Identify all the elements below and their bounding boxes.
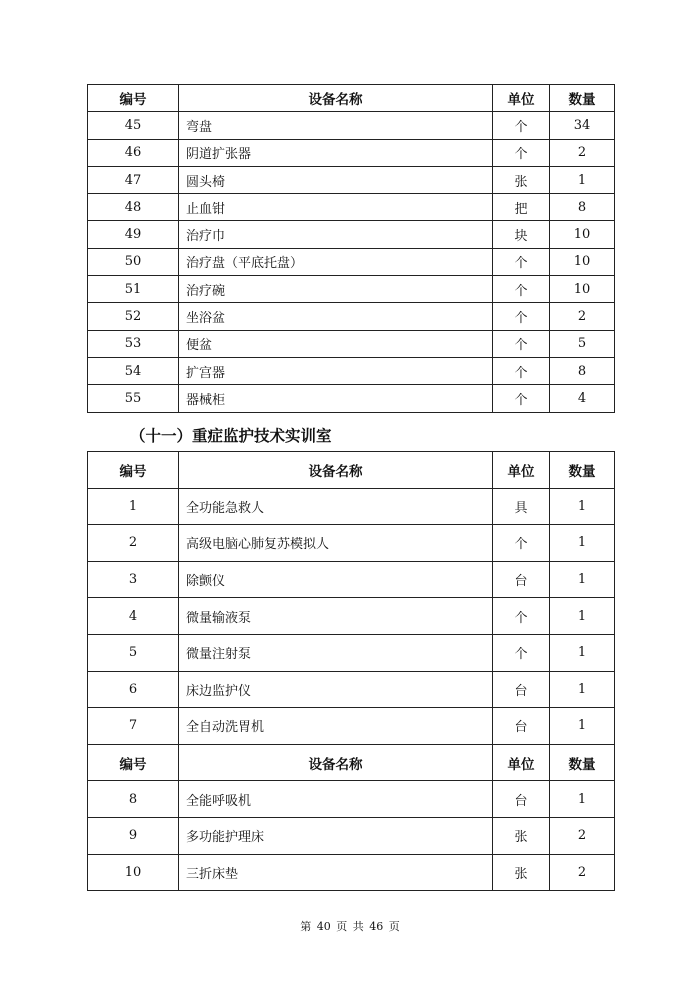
cell-equipment-name: 床边监护仪 (179, 671, 493, 708)
cell-number: 49 (88, 221, 179, 248)
cell-quantity: 2 (550, 303, 615, 330)
cell-quantity: 34 (550, 112, 615, 139)
table-row (88, 561, 615, 598)
header-no: 编号 (88, 85, 179, 112)
cell-unit: 个 (493, 330, 550, 357)
cell-quantity: 1 (550, 525, 615, 562)
cell-number: 2 (88, 525, 179, 562)
cell-equipment-name: 坐浴盆 (179, 303, 493, 330)
section-title: （十一）重症监护技术实训室 (130, 427, 332, 445)
cell-quantity: 1 (550, 166, 615, 193)
cell-unit: 把 (493, 194, 550, 221)
equipment-table-1 (87, 84, 615, 413)
header-qty: 数量 (550, 452, 615, 489)
cell-number: 50 (88, 248, 179, 275)
cell-quantity: 1 (550, 634, 615, 671)
cell-quantity: 8 (550, 194, 615, 221)
cell-quantity: 8 (550, 357, 615, 384)
page-footer (0, 918, 700, 934)
cell-number: 53 (88, 330, 179, 357)
table-row (88, 634, 615, 671)
cell-equipment-name: 高级电脑心肺复苏模拟人 (179, 525, 493, 562)
footer-page-number: 40 (316, 920, 331, 933)
cell-quantity: 1 (550, 708, 615, 745)
cell-number: 52 (88, 303, 179, 330)
cell-number: 47 (88, 166, 179, 193)
cell-equipment-name: 多功能护理床 (179, 817, 493, 854)
cell-number: 4 (88, 598, 179, 635)
header-no: 编号 (88, 744, 179, 781)
cell-unit: 张 (493, 854, 550, 891)
table-row (88, 330, 615, 357)
table-row (88, 194, 615, 221)
header-name: 设备名称 (179, 85, 493, 112)
table-row (88, 598, 615, 635)
cell-unit: 个 (493, 525, 550, 562)
cell-unit: 个 (493, 248, 550, 275)
table-row (88, 385, 615, 412)
header-qty: 数量 (550, 85, 615, 112)
table-row (88, 139, 615, 166)
header-unit: 单位 (493, 85, 550, 112)
cell-number: 46 (88, 139, 179, 166)
cell-equipment-name: 治疗巾 (179, 221, 493, 248)
cell-quantity: 2 (550, 139, 615, 166)
cell-equipment-name: 阴道扩张器 (179, 139, 493, 166)
header-name: 设备名称 (179, 452, 493, 489)
cell-quantity: 10 (550, 248, 615, 275)
cell-quantity: 1 (550, 598, 615, 635)
header-no: 编号 (88, 452, 179, 489)
cell-quantity: 10 (550, 276, 615, 303)
cell-number: 8 (88, 781, 179, 818)
table-row (88, 488, 615, 525)
table-row (88, 781, 615, 818)
header-unit: 单位 (493, 744, 550, 781)
cell-unit: 个 (493, 276, 550, 303)
cell-equipment-name: 微量输液泵 (179, 598, 493, 635)
table-row (88, 357, 615, 384)
cell-unit: 个 (493, 598, 550, 635)
table-row (88, 276, 615, 303)
cell-equipment-name: 治疗盘（平底托盘） (179, 248, 493, 275)
cell-equipment-name: 全能呼吸机 (179, 781, 493, 818)
cell-quantity: 10 (550, 221, 615, 248)
cell-equipment-name: 圆头椅 (179, 166, 493, 193)
cell-quantity: 1 (550, 781, 615, 818)
cell-quantity: 1 (550, 488, 615, 525)
header-name: 设备名称 (179, 744, 493, 781)
cell-unit: 张 (493, 817, 550, 854)
cell-unit: 台 (493, 708, 550, 745)
table-row (88, 112, 615, 139)
cell-quantity: 2 (550, 817, 615, 854)
cell-quantity: 5 (550, 330, 615, 357)
cell-number: 6 (88, 671, 179, 708)
footer-prefix: 第 (300, 920, 312, 933)
cell-number: 48 (88, 194, 179, 221)
table-header-row (88, 85, 615, 112)
table-row (88, 525, 615, 562)
cell-unit: 个 (493, 385, 550, 412)
cell-unit: 个 (493, 303, 550, 330)
cell-quantity: 1 (550, 561, 615, 598)
cell-unit: 个 (493, 634, 550, 671)
cell-equipment-name: 扩宫器 (179, 357, 493, 384)
cell-quantity: 2 (550, 854, 615, 891)
table-row (88, 854, 615, 891)
cell-equipment-name: 全功能急救人 (179, 488, 493, 525)
footer-total-pages: 46 (369, 920, 384, 933)
cell-equipment-name: 止血钳 (179, 194, 493, 221)
equipment-table-2 (87, 451, 615, 891)
cell-number: 5 (88, 634, 179, 671)
cell-unit: 个 (493, 357, 550, 384)
cell-equipment-name: 治疗碗 (179, 276, 493, 303)
header-unit: 单位 (493, 452, 550, 489)
cell-equipment-name: 三折床垫 (179, 854, 493, 891)
cell-equipment-name: 弯盘 (179, 112, 493, 139)
table-header-row (88, 744, 615, 781)
footer-page-word: 页 (336, 920, 348, 933)
cell-unit: 具 (493, 488, 550, 525)
table-row (88, 708, 615, 745)
cell-number: 3 (88, 561, 179, 598)
cell-unit: 台 (493, 561, 550, 598)
cell-number: 51 (88, 276, 179, 303)
cell-quantity: 4 (550, 385, 615, 412)
cell-equipment-name: 全自动洗胃机 (179, 708, 493, 745)
cell-unit: 台 (493, 671, 550, 708)
header-qty: 数量 (550, 744, 615, 781)
cell-unit: 张 (493, 166, 550, 193)
footer-total-word: 共 (352, 920, 364, 933)
table-row (88, 671, 615, 708)
table-row (88, 248, 615, 275)
cell-number: 7 (88, 708, 179, 745)
cell-unit: 个 (493, 112, 550, 139)
footer-suffix: 页 (388, 920, 400, 933)
cell-equipment-name: 器械柜 (179, 385, 493, 412)
table-row (88, 817, 615, 854)
table-row (88, 303, 615, 330)
table-header-row (88, 452, 615, 489)
cell-quantity: 1 (550, 671, 615, 708)
cell-number: 9 (88, 817, 179, 854)
cell-number: 10 (88, 854, 179, 891)
cell-equipment-name: 微量注射泵 (179, 634, 493, 671)
cell-unit: 台 (493, 781, 550, 818)
cell-number: 1 (88, 488, 179, 525)
cell-number: 55 (88, 385, 179, 412)
cell-unit: 块 (493, 221, 550, 248)
table-row (88, 221, 615, 248)
cell-number: 54 (88, 357, 179, 384)
table-row (88, 166, 615, 193)
cell-number: 45 (88, 112, 179, 139)
cell-unit: 个 (493, 139, 550, 166)
cell-equipment-name: 除颤仪 (179, 561, 493, 598)
cell-equipment-name: 便盆 (179, 330, 493, 357)
